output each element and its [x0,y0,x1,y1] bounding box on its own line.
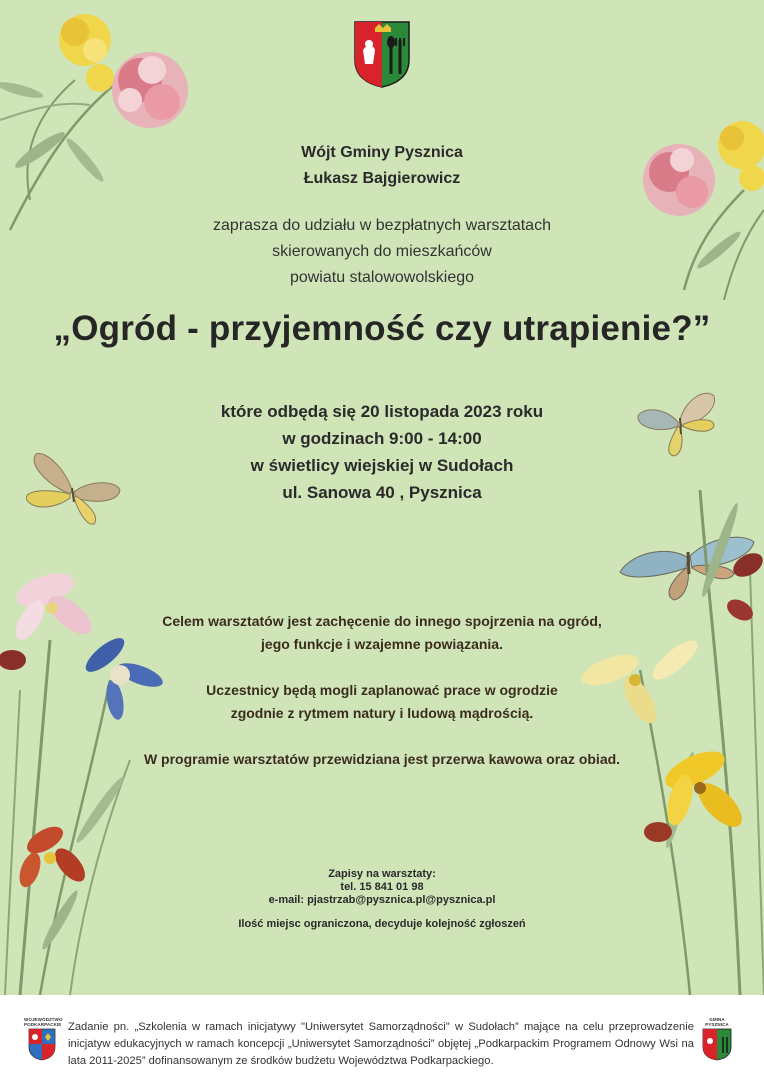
contact-phone[interactable]: tel. 15 841 01 98 [340,881,424,893]
organizer-block [0,140,764,192]
red-bud-icon [644,822,672,842]
invitation-line-2: skierowanych do mieszkańców [272,243,492,260]
description-paragraph-1 [0,610,764,656]
description-paragraph-3: W programie warsztatów przewidziana jest przerwa kawowa oraz obiad. [143,751,621,767]
description-p1-line-1: Celem warsztatów jest zachęcenie do innego spojrzenia na ogród, [162,613,602,629]
description-p2-line-2: zgodnie z rytmem natury i ludową mądrością. [230,705,534,721]
organizer-title: Wójt Gminy Pysznica [301,144,463,161]
organizer-name: Łukasz Bajgierowicz [303,170,461,187]
gmina-crest [699,1017,735,1066]
pink-carnation-icon [112,52,188,128]
description-p1-line-2: jego funkcje i wzajemne powiązania. [261,636,503,652]
event-address: ul. Sanowa 40 , Pysznica [282,483,482,502]
podkarpackie-coat-of-arms-icon [24,1027,60,1061]
gmina-pysznica-coat-of-arms-icon [699,1027,735,1061]
event-place: w świetlicy wiejskiej w Sudołach [250,456,514,475]
footer [0,995,764,1080]
pysznica-coat-of-arms-icon [353,20,411,88]
event-hours: w godzinach 9:00 - 14:00 [282,429,482,448]
contact-label: Zapisy na warsztaty: [328,868,436,880]
workshop-title: „Ogród - przyjemność czy utrapienie?” [53,309,711,348]
yellow-carnation-icon [59,14,114,92]
description-paragraph-2 [0,679,764,725]
invitation-line-1: zaprasza do udziału w bezpłatnych warsztatach [213,217,551,234]
description-p2-line-1: Uczestnicy będą mogli zaplanować prace w ogrodzie [206,682,558,698]
contact-block [0,868,764,907]
top-left-flowers-illustration [0,0,210,240]
gmina-crest-label: GMINA PYSZNICA [705,1017,729,1027]
contact-email[interactable]: e-mail: pjastrzab@pysznica.pl@pysznica.pl [268,894,496,906]
invitation-block [0,213,764,291]
event-date: które odbędą się 20 listopada 2023 roku [220,402,544,421]
invitation-line-3: powiatu stalowowolskiego [289,269,475,286]
description-block [0,610,764,794]
funding-statement: Zadanie pn. „Szkolenia w ramach inicjatywy "Uniwersytet Samorządności" w Sudołach” mające na celu przeprowadzenie inicjatyw edukacyjnych w ramach koncepcji „Uniwersytet Samorządności” objętej „Podkarpackim Programem Odnowy Wsi na lata 2011-2025” dofinansowanym ze środków budżetu Województwa Podkarpackiego. [68,1021,694,1067]
podkarpackie-crest-label: WOJEWÓDZTWO PODKARPACKIE [24,1017,63,1027]
podkarpackie-crest [24,1017,63,1066]
event-details [0,398,764,506]
places-limit-note: Ilość miejsc ograniczona, decyduje kolejność zgłoszeń [238,918,526,930]
